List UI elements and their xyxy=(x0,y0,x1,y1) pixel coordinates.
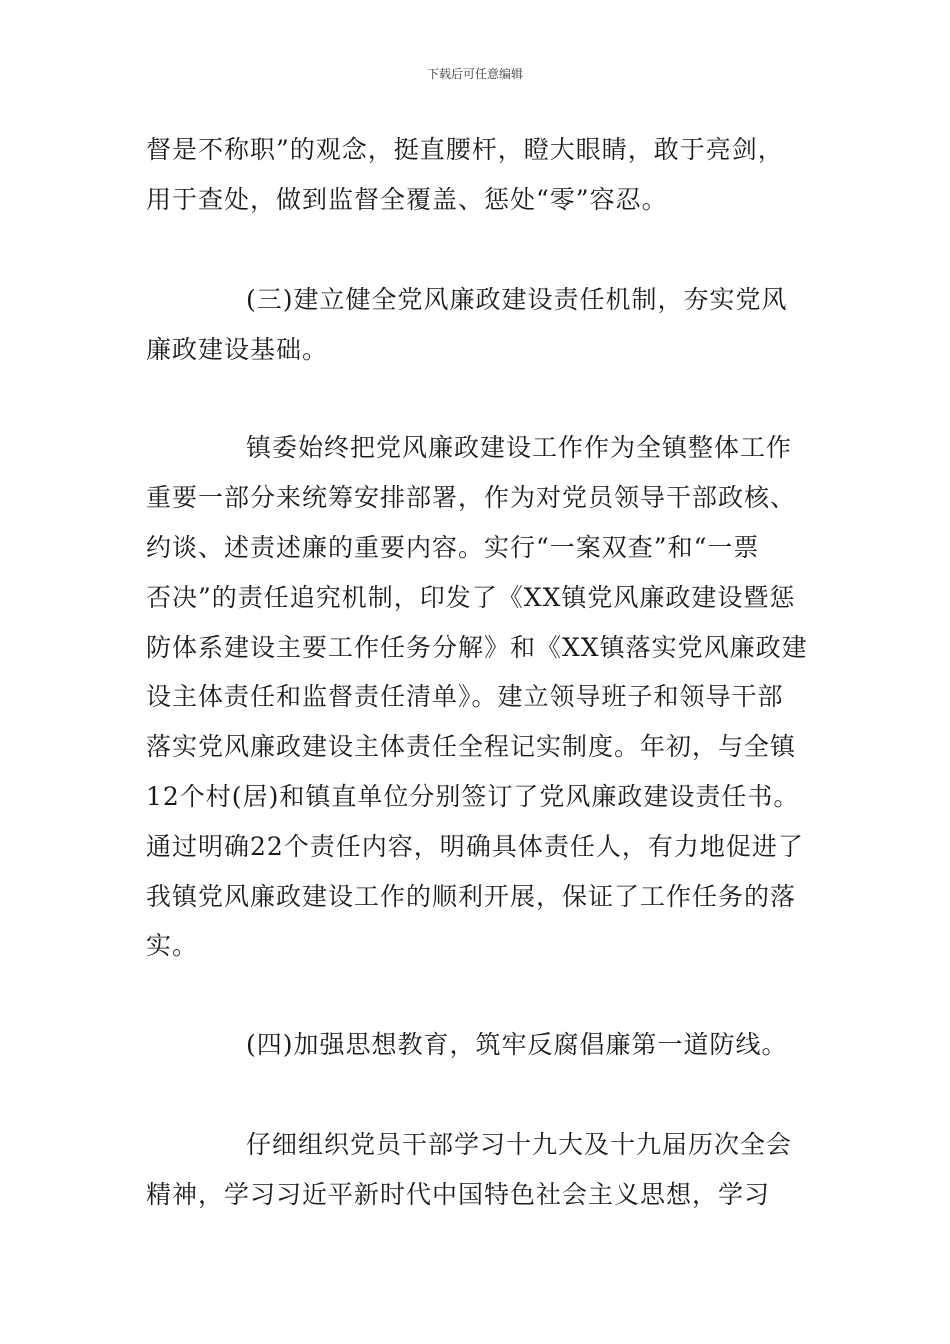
body-line: 精神，学习习近平新时代中国特色社会主义思想，学习 xyxy=(146,1180,771,1209)
body-line: 实。 xyxy=(146,931,199,960)
section-heading-3: (三)建立健全党风廉政建设责任机制，夯实党风 xyxy=(246,285,788,314)
body-line: 否决”的责任追究机制，印发了《XX镇党风廉政建设暨惩 xyxy=(146,583,796,612)
body-line: 12个村(居)和镇直单位分别签订了党风廉政建设责任书。 xyxy=(146,782,800,811)
page-header-note: 下载后可任意编辑 xyxy=(426,67,523,81)
body-line: 重要一部分来统筹安排部署，作为对党员领导干部政核、 xyxy=(146,483,797,512)
body-line: 我镇党风廉政建设工作的顺利开展，保证了工作任务的落 xyxy=(146,882,797,911)
section-heading-3-cont: 廉政建设基础。 xyxy=(146,335,329,364)
body-line: 镇委始终把党风廉政建设工作作为全镇整体工作 xyxy=(246,433,793,462)
body-line: 督是不称职”的观念，挺直腰杆，瞪大眼睛，敢于亮剑， xyxy=(146,135,784,164)
body-line: 通过明确22个责任内容，明确具体责任人，有力地促进了 xyxy=(146,832,804,861)
body-line: 设主体责任和监督责任清单》。建立领导班子和领导干部 xyxy=(146,682,784,711)
body-line: 仔细组织党员干部学习十九大及十九届历次全会 xyxy=(246,1130,793,1159)
body-line: 防体系建设主要工作任务分解》和《XX镇落实党风廉政建 xyxy=(146,633,808,662)
body-line: 用于查处，做到监督全覆盖、惩处“零”容忍。 xyxy=(146,185,668,214)
body-line: 落实党风廉政建设主体责任全程记实制度。年初，与全镇 xyxy=(146,732,797,761)
body-line: 约谈、述责述廉的重要内容。实行“一案双查”和“一票 xyxy=(146,533,760,562)
section-heading-4: (四)加强思想教育，筑牢反腐倡廉第一道防线。 xyxy=(246,1030,788,1059)
